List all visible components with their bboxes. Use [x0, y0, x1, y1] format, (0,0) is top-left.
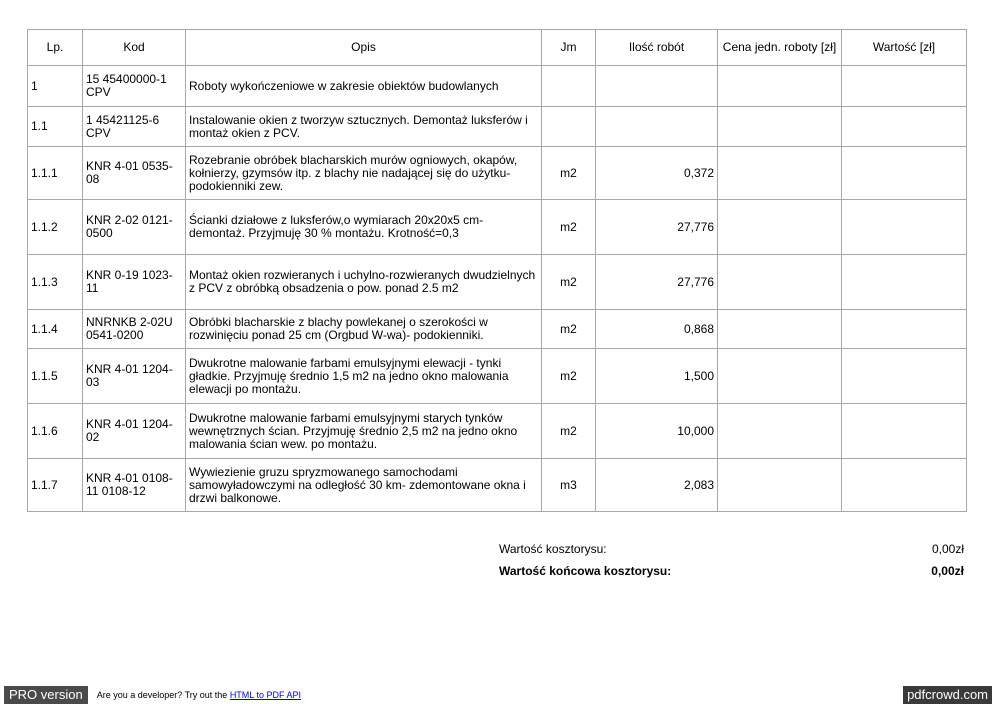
- pro-version-badge[interactable]: PRO version: [4, 686, 88, 704]
- header-lp: Lp.: [28, 30, 83, 66]
- cell-kod: KNR 2-02 0121-0500: [83, 200, 186, 255]
- cell-wartosc: [842, 147, 967, 200]
- cell-opis: Roboty wykończeniowe w zakresie obiektów budowlanych: [186, 66, 542, 107]
- table-row: [28, 255, 967, 310]
- cell-opis: Instalowanie okien z tworzyw sztucznych. Demontaż luksferów i montaż okien z PCV.: [186, 107, 542, 147]
- cell-ilosc: 0,868: [596, 310, 718, 349]
- cell-opis: Wywiezienie gruzu spryzmowanego samochodami samowyładowczymi na odległość 30 km- zdemontowane okna i drzwi balkonowe.: [186, 459, 542, 512]
- cell-wartosc: [842, 107, 967, 147]
- pdfcrowd-brand[interactable]: pdfcrowd.com: [903, 686, 992, 704]
- table-row: [28, 310, 967, 349]
- cell-cena: [718, 200, 842, 255]
- cell-lp: 1.1.4: [28, 310, 83, 349]
- cell-lp: 1.1: [28, 107, 83, 147]
- cell-kod: KNR 4-01 1204-03: [83, 349, 186, 404]
- table-row: [28, 200, 967, 255]
- footer-promo: [4, 686, 301, 704]
- cell-jm: [542, 107, 596, 147]
- cell-opis: Obróbki blacharskie z blachy powlekanej o szerokości w rozwinięciu ponad 25 cm (Orgbud W-wa)- podokienniki.: [186, 310, 542, 349]
- table-row: [28, 66, 967, 107]
- cell-cena: [718, 310, 842, 349]
- cell-jm: [542, 66, 596, 107]
- table-row: [28, 349, 967, 404]
- cell-wartosc: [842, 200, 967, 255]
- header-kod: Kod: [83, 30, 186, 66]
- cell-opis: Rozebranie obróbek blacharskich murów ogniowych, okapów, kołnierzy, gzymsów itp. z blachy nie nadającej się do użytku- podokienniki zew.: [186, 147, 542, 200]
- cell-wartosc: [842, 349, 967, 404]
- cell-cena: [718, 147, 842, 200]
- cell-ilosc: 2,083: [596, 459, 718, 512]
- cell-jm: m2: [542, 147, 596, 200]
- summary-final-value: 0,00zł: [931, 564, 964, 578]
- cell-kod: 15 45400000-1 CPV: [83, 66, 186, 107]
- cell-lp: 1.1.6: [28, 404, 83, 459]
- developer-promo-label: Are you a developer? Try out the: [96, 690, 228, 700]
- cell-kod: KNR 4-01 0108-11 0108-12: [83, 459, 186, 512]
- summary-total-label: Wartość kosztorysu:: [499, 542, 607, 556]
- cell-lp: 1.1.7: [28, 459, 83, 512]
- cell-ilosc: 27,776: [596, 200, 718, 255]
- cell-kod: KNR 4-01 1204-02: [83, 404, 186, 459]
- cell-cena: [718, 404, 842, 459]
- header-ilosc: Ilość robót: [596, 30, 718, 66]
- html-to-pdf-api-link[interactable]: HTML to PDF API: [229, 690, 301, 700]
- cell-jm: m2: [542, 310, 596, 349]
- cell-jm: m2: [542, 349, 596, 404]
- cell-opis: Dwukrotne malowanie farbami emulsyjnymi starych tynków wewnętrznych ścian. Przyjmuję średnio 2,5 m2 na jedno okno malowania ścian wew. po montażu.: [186, 404, 542, 459]
- cell-opis: Ścianki działowe z luksferów,o wymiarach 20x20x5 cm- demontaż. Przyjmuję 30 % montażu. Krotność=0,3: [186, 200, 542, 255]
- header-cena: Cena jedn. roboty [zł]: [718, 30, 842, 66]
- cell-ilosc: 27,776: [596, 255, 718, 310]
- cell-lp: 1.1.2: [28, 200, 83, 255]
- table-row: [28, 147, 967, 200]
- cost-estimate-table: [27, 29, 967, 512]
- cell-kod: KNR 0-19 1023-11: [83, 255, 186, 310]
- cell-kod: 1 45421125-6 CPV: [83, 107, 186, 147]
- cell-ilosc: 10,000: [596, 404, 718, 459]
- cell-jm: m2: [542, 200, 596, 255]
- cell-jm: m2: [542, 404, 596, 459]
- summary-total-value: 0,00zł: [931, 542, 964, 556]
- cell-wartosc: [842, 459, 967, 512]
- cell-jm: m3: [542, 459, 596, 512]
- cell-lp: 1.1.3: [28, 255, 83, 310]
- table-row: [28, 107, 967, 147]
- cell-cena: [718, 255, 842, 310]
- cell-cena: [718, 349, 842, 404]
- header-jm: Jm: [542, 30, 596, 66]
- header-opis: Opis: [186, 30, 542, 66]
- cell-wartosc: [842, 404, 967, 459]
- developer-promo-text: [97, 690, 301, 700]
- table-row: [28, 459, 967, 512]
- table-row: [28, 404, 967, 459]
- cell-wartosc: [842, 255, 967, 310]
- cell-opis: Dwukrotne malowanie farbami emulsyjnymi elewacji - tynki gładkie. Przyjmuję średnio 1,5 m2 na jedno okno malowania elewacji po montażu.: [186, 349, 542, 404]
- cell-jm: m2: [542, 255, 596, 310]
- cell-lp: 1: [28, 66, 83, 107]
- cell-lp: 1.1.5: [28, 349, 83, 404]
- summary-final-label: Wartość końcowa kosztorysu:: [499, 564, 672, 578]
- cell-lp: 1.1.1: [28, 147, 83, 200]
- table-header-row: [28, 30, 967, 66]
- cell-opis: Montaż okien rozwieranych i uchylno-rozwieranych dwudzielnych z PCV z obróbką obsadzenia o pow. ponad 2.5 m2: [186, 255, 542, 310]
- cell-wartosc: [842, 310, 967, 349]
- cell-cena: [718, 66, 842, 107]
- cell-cena: [718, 107, 842, 147]
- cell-kod: KNR 4-01 0535-08: [83, 147, 186, 200]
- cell-ilosc: [596, 66, 718, 107]
- cell-wartosc: [842, 66, 967, 107]
- cell-ilosc: 1,500: [596, 349, 718, 404]
- cell-ilosc: 0,372: [596, 147, 718, 200]
- cell-cena: [718, 459, 842, 512]
- cell-ilosc: [596, 107, 718, 147]
- cell-kod: NNRNKB 2-02U 0541-0200: [83, 310, 186, 349]
- header-wartosc: Wartość [zł]: [842, 30, 967, 66]
